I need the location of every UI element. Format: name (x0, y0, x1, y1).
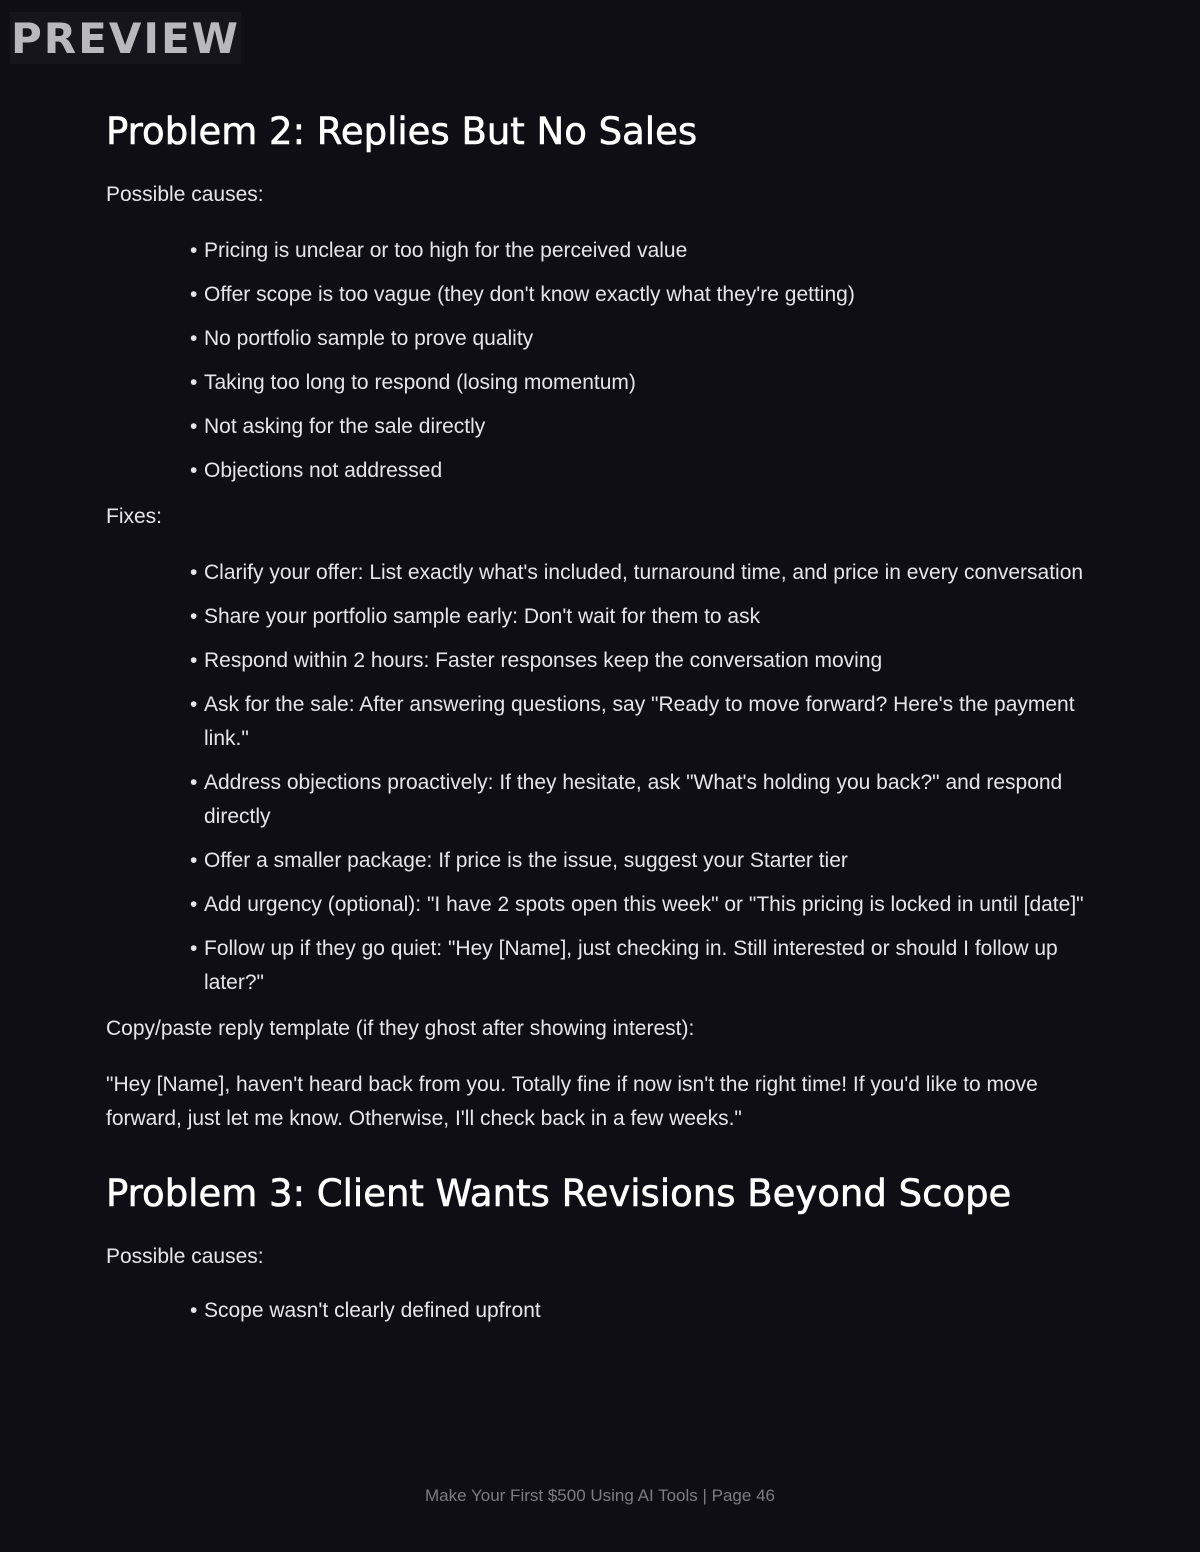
problem-2-fixes-list (106, 556, 1096, 1000)
list-item: • Scope wasn't clearly defined upfront (190, 1294, 1096, 1328)
list-item: • Ask for the sale: After answering questions, say "Ready to move forward? Here's the payment link." (190, 688, 1096, 756)
list-item: • Taking too long to respond (losing momentum) (190, 366, 1096, 400)
problem-3-causes-label: Possible causes: (106, 1245, 264, 1268)
list-item: • Pricing is unclear or too high for the perceived value (190, 234, 1096, 268)
preview-badge: PREVIEW (11, 13, 240, 63)
template-label: Copy/paste reply template (if they ghost after showing interest): (106, 1017, 695, 1040)
list-item: • Clarify your offer: List exactly what's included, turnaround time, and price in every conversation (190, 556, 1096, 590)
problem-3-causes-list (106, 1294, 1096, 1328)
problem-3-heading: Problem 3: Client Wants Revisions Beyond Scope (106, 1172, 1012, 1215)
problem-2-causes-label: Possible causes: (106, 183, 264, 206)
list-item: • Objections not addressed (190, 454, 1096, 488)
list-item: • Offer a smaller package: If price is the issue, suggest your Starter tier (190, 844, 1096, 878)
page-footer: Make Your First $500 Using AI Tools | Page 46 (425, 1486, 775, 1505)
template-text: "Hey [Name], haven't heard back from you. Totally fine if now isn't the right time! If you'd like to move forward, just let me know. Otherwise, I'll check back in a few weeks." (106, 1073, 1038, 1130)
list-item: • Follow up if they go quiet: "Hey [Name], just checking in. Still interested or should I follow up later?" (190, 932, 1096, 1000)
list-item: • Respond within 2 hours: Faster responses keep the conversation moving (190, 644, 1096, 678)
list-item: • Offer scope is too vague (they don't know exactly what they're getting) (190, 278, 1096, 312)
list-item: • No portfolio sample to prove quality (190, 322, 1096, 356)
problem-2-heading: Problem 2: Replies But No Sales (106, 110, 698, 153)
list-item: • Not asking for the sale directly (190, 410, 1096, 444)
list-item: • Share your portfolio sample early: Don't wait for them to ask (190, 600, 1096, 634)
page-content (106, 108, 1096, 1338)
problem-2-causes-list (106, 234, 1096, 488)
list-item: • Add urgency (optional): "I have 2 spots open this week" or "This pricing is locked in until [date]" (190, 888, 1096, 922)
problem-2-fixes-label: Fixes: (106, 505, 163, 528)
list-item: • Address objections proactively: If they hesitate, ask "What's holding you back?" and respond directly (190, 766, 1096, 834)
